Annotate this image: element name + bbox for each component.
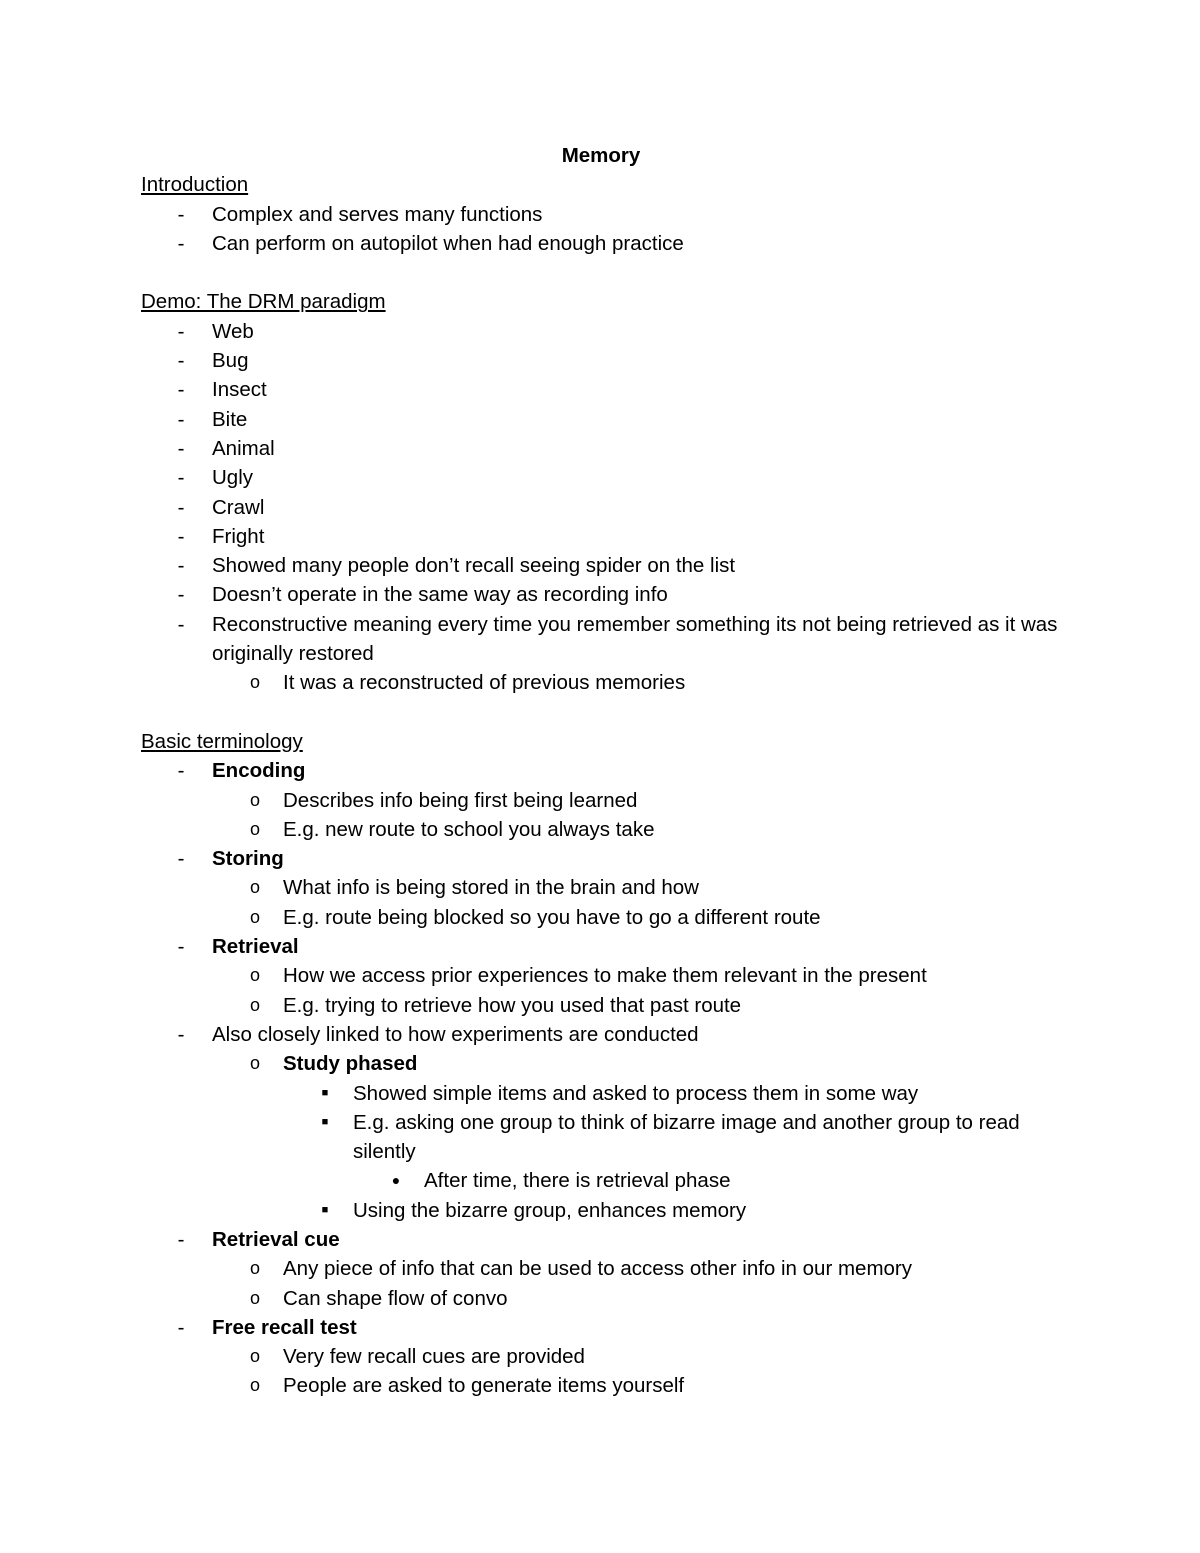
list-sub-item	[141, 961, 1061, 990]
page-title: Memory	[561, 144, 641, 167]
term-encoding: Encoding	[212, 759, 306, 783]
circle-marker: o	[249, 994, 260, 1015]
dash-marker: -	[177, 759, 185, 783]
dash-marker: -	[177, 1315, 185, 1339]
list-sub-item	[141, 1284, 1061, 1313]
dash-marker: -	[177, 436, 185, 460]
item-text: Bug	[212, 349, 249, 373]
item-text: E.g. new route to school you always take	[283, 817, 655, 841]
item-text: E.g. asking one group to think of bizarre image and another group to read silently	[353, 1110, 1020, 1164]
dash-marker: -	[177, 1022, 185, 1046]
dash-marker: -	[177, 612, 185, 636]
list-item	[141, 932, 1061, 961]
document-page	[141, 141, 1061, 1401]
dash-marker: -	[177, 935, 185, 959]
item-text: Showed simple items and asked to process them in some way	[353, 1081, 919, 1105]
dash-marker: -	[177, 319, 185, 343]
circle-marker: o	[249, 818, 260, 839]
item-text: Ugly	[212, 466, 254, 490]
item-text: Very few recall cues are provided	[283, 1345, 585, 1369]
list-item	[141, 375, 1061, 404]
list-item	[141, 580, 1061, 609]
dash-marker: -	[177, 524, 185, 548]
spacer	[141, 258, 1061, 287]
item-text: Fright	[212, 524, 265, 548]
item-text: Complex and serves many functions	[212, 202, 543, 226]
list-sub-item	[141, 991, 1061, 1020]
item-text: Bite	[212, 407, 248, 431]
list-item	[141, 346, 1061, 375]
item-text: Crawl	[212, 495, 265, 519]
dash-marker: -	[177, 349, 185, 373]
list-sub-sub-item	[141, 1108, 1061, 1167]
list-item	[141, 1225, 1061, 1254]
list-item	[141, 522, 1061, 551]
term-storing: Storing	[212, 847, 284, 871]
list-item	[141, 844, 1061, 873]
circle-marker: o	[249, 906, 260, 927]
circle-marker: o	[249, 877, 260, 898]
spacer	[141, 698, 1061, 727]
circle-marker: o	[249, 1287, 260, 1308]
item-text: E.g. trying to retrieve how you used that past route	[283, 993, 742, 1017]
dash-marker: -	[177, 554, 185, 578]
list-sub-item	[141, 1371, 1061, 1400]
item-text: Reconstructive meaning every time you remember something its not being retrieved as it was originally restored	[212, 612, 1058, 666]
list-item	[141, 229, 1061, 258]
dash-marker: -	[177, 495, 185, 519]
item-text: Describes info being first being learned	[283, 788, 638, 812]
list-item	[141, 463, 1061, 492]
dash-marker: -	[177, 583, 185, 607]
list-item	[141, 610, 1061, 669]
circle-marker: o	[249, 1053, 260, 1074]
list-item	[141, 551, 1061, 580]
list-sub-item	[141, 668, 1061, 697]
term-retrieval-cue: Retrieval cue	[212, 1227, 340, 1251]
circle-marker: o	[249, 965, 260, 986]
list-sub-item	[141, 1049, 1061, 1078]
list-sub-sub-item	[141, 1079, 1061, 1108]
list-sub-sub-item	[141, 1196, 1061, 1225]
term-free-recall-test: Free recall test	[212, 1315, 357, 1339]
heading-basic-terminology: Basic terminology	[141, 729, 303, 753]
dash-marker: -	[177, 378, 185, 402]
list-sub-item	[141, 786, 1061, 815]
circle-marker: o	[249, 789, 260, 810]
heading-introduction: Introduction	[141, 173, 249, 197]
item-text: Can perform on autopilot when had enough practice	[212, 231, 684, 255]
list-sub-item	[141, 1342, 1061, 1371]
circle-marker: o	[249, 1346, 260, 1367]
list-item	[141, 434, 1061, 463]
item-text: Doesn’t operate in the same way as recording info	[212, 583, 668, 607]
item-text: Can shape flow of convo	[283, 1286, 508, 1310]
item-text: Any piece of info that can be used to access other info in our memory	[283, 1257, 913, 1281]
dash-marker: -	[177, 231, 185, 255]
item-text: Showed many people don’t recall seeing spider on the list	[212, 554, 736, 578]
dash-marker: -	[177, 847, 185, 871]
list-sub-item	[141, 815, 1061, 844]
item-text: Also closely linked to how experiments are conducted	[212, 1022, 699, 1046]
list-item	[141, 405, 1061, 434]
dash-marker: -	[177, 1227, 185, 1251]
bullet-marker: ●	[391, 1172, 401, 1189]
list-item	[141, 1313, 1061, 1342]
term-study-phased: Study phased	[283, 1052, 418, 1076]
item-text: What info is being stored in the brain and how	[283, 876, 699, 900]
item-text: Animal	[212, 436, 275, 460]
list-item	[141, 1020, 1061, 1049]
list-item	[141, 493, 1061, 522]
item-text: How we access prior experiences to make them relevant in the present	[283, 964, 927, 988]
item-text: E.g. route being blocked so you have to go a different route	[283, 905, 821, 929]
circle-marker: o	[249, 672, 260, 693]
square-marker: ■	[321, 1086, 329, 1099]
item-text: Web	[212, 319, 254, 343]
list-sub-item	[141, 1254, 1061, 1283]
dash-marker: -	[177, 466, 185, 490]
list-sub-item	[141, 873, 1061, 902]
item-text: Using the bizarre group, enhances memory	[353, 1198, 747, 1222]
circle-marker: o	[249, 1375, 260, 1396]
list-sub-item	[141, 903, 1061, 932]
dash-marker: -	[177, 407, 185, 431]
list-deep-item	[141, 1166, 1061, 1195]
item-text: It was a reconstructed of previous memories	[283, 671, 686, 695]
item-text: After time, there is retrieval phase	[424, 1169, 731, 1193]
item-text: People are asked to generate items yourself	[283, 1374, 685, 1398]
square-marker: ■	[321, 1115, 329, 1128]
list-item	[141, 200, 1061, 229]
term-retrieval: Retrieval	[212, 935, 299, 959]
list-item	[141, 317, 1061, 346]
heading-demo: Demo: The DRM paradigm	[141, 290, 386, 314]
list-item	[141, 756, 1061, 785]
dash-marker: -	[177, 202, 185, 226]
square-marker: ■	[321, 1203, 329, 1216]
circle-marker: o	[249, 1258, 260, 1279]
item-text: Insect	[212, 378, 267, 402]
